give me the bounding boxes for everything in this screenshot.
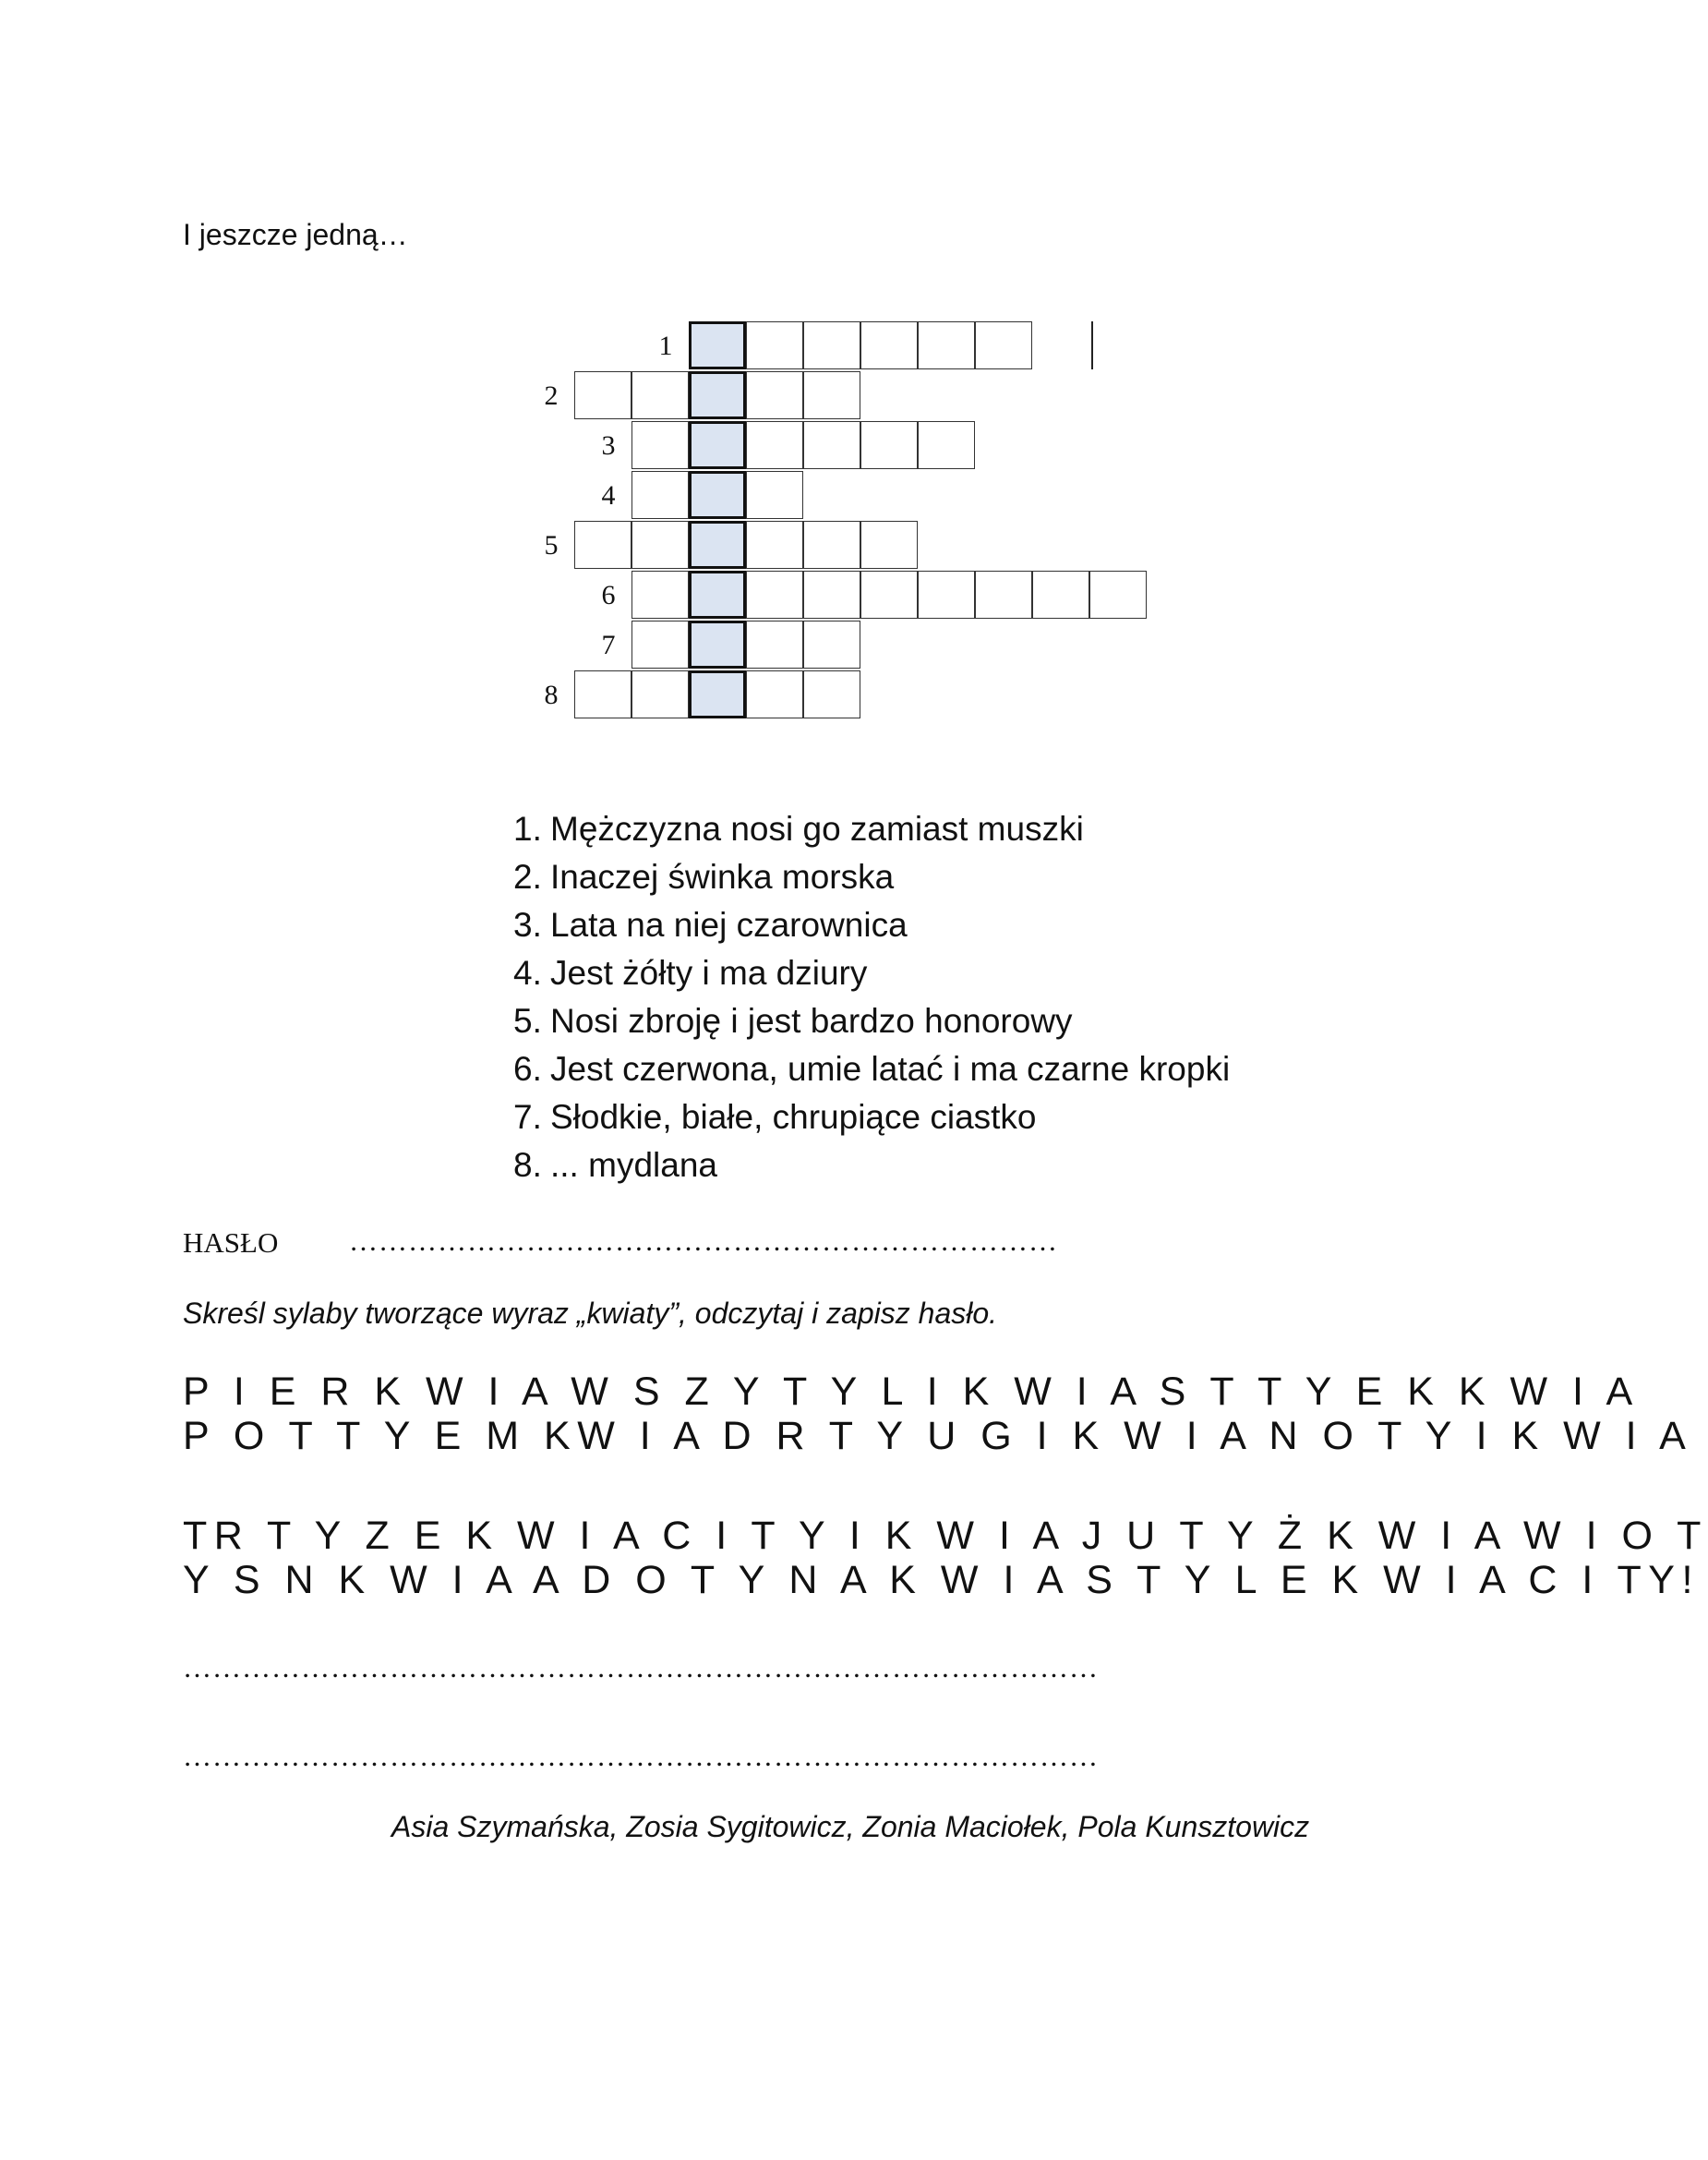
crossword-cell[interactable] [918, 321, 975, 369]
crossword-cell[interactable] [746, 421, 803, 469]
crossword-row-number: 6 [601, 580, 616, 610]
crossword-row-number: 7 [601, 630, 616, 660]
crossword-cell[interactable] [803, 321, 860, 369]
crossword-cell[interactable] [631, 621, 689, 669]
clue-item: 1. Mężczyzna nosi go zamiast muszki [513, 810, 1084, 848]
crossword-cell[interactable] [803, 371, 860, 419]
crossword-key-cell[interactable] [689, 321, 746, 369]
crossword-key-cell[interactable] [689, 371, 746, 419]
crossword-cell[interactable] [1089, 571, 1147, 619]
crossword-cell[interactable] [975, 321, 1032, 369]
clue-item: 2. Inaczej świnka morska [513, 858, 895, 896]
crossword-cell[interactable] [746, 571, 803, 619]
grid-mark [1091, 321, 1093, 369]
crossword-cell[interactable] [631, 471, 689, 519]
crossword-cell[interactable] [574, 521, 631, 569]
crossword-cell[interactable] [803, 421, 860, 469]
crossword-key-cell[interactable] [689, 521, 746, 569]
clue-item: 7. Słodkie, białe, chrupiące ciastko [513, 1098, 1037, 1136]
crossword-cell[interactable] [631, 371, 689, 419]
clue-item: 4. Jest żółty i ma dziury [513, 954, 868, 992]
puzzle-line: TR T Y Z E K W I A C I T Y I K W I A J U T Y Ż K W I A W I O T [183, 1514, 1708, 1558]
puzzle-line: P O T T Y E M KW I A D R T Y U G I K W I A N O T Y I K W I A [183, 1414, 1693, 1458]
crossword-cell[interactable] [803, 670, 860, 718]
crossword-cell[interactable] [746, 521, 803, 569]
crossword-cell[interactable] [746, 621, 803, 669]
crossword-cell[interactable] [803, 571, 860, 619]
crossword-cell[interactable] [803, 521, 860, 569]
clue-list [513, 805, 1230, 1189]
password-label: HASŁO [183, 1226, 279, 1259]
crossword-cell[interactable] [803, 621, 860, 669]
crossword-cell[interactable] [746, 670, 803, 718]
crossword-cell[interactable] [631, 521, 689, 569]
crossword-grid [0, 0, 1527, 739]
crossword-cell[interactable] [1032, 571, 1089, 619]
crossword-cell[interactable] [746, 471, 803, 519]
crossword-cell[interactable] [918, 571, 975, 619]
crossword-key-cell[interactable] [689, 421, 746, 469]
crossword-row-number: 4 [601, 480, 616, 511]
crossword-cell[interactable] [975, 571, 1032, 619]
crossword-row-number: 5 [544, 530, 559, 561]
crossword-cell[interactable] [860, 521, 918, 569]
crossword-cell[interactable] [746, 371, 803, 419]
crossword-key-cell[interactable] [689, 670, 746, 718]
puzzle-line: P I E R K W I A W S Z Y T Y L I K W I A S T T Y E K K W I A [183, 1370, 1640, 1414]
crossword-key-cell[interactable] [689, 471, 746, 519]
crossword-key-cell[interactable] [689, 621, 746, 669]
puzzle-line: Y S N K W I A A D O T Y N A K W I A S T Y L E K W I A C I TY! [183, 1558, 1700, 1602]
crossword-key-cell[interactable] [689, 571, 746, 619]
crossword-cell[interactable] [574, 371, 631, 419]
clue-item: 8. ... mydlana [513, 1146, 717, 1184]
crossword-cell[interactable] [574, 670, 631, 718]
password-answer-line[interactable]: ……………………………………………………………… [349, 1225, 1058, 1257]
crossword-cell[interactable] [860, 421, 918, 469]
answer-line[interactable]: ………………………………………………………………………………… [183, 1740, 1099, 1772]
crossword-row-number: 8 [544, 680, 559, 710]
crossword-cell[interactable] [860, 321, 918, 369]
clue-item: 6. Jest czerwona, umie latać i ma czarne kropki [513, 1050, 1231, 1088]
crossword-cell[interactable] [631, 571, 689, 619]
crossword-cell[interactable] [631, 421, 689, 469]
clue-item: 5. Nosi zbroję i jest bardzo honorowy [513, 1002, 1073, 1040]
crossword-cell[interactable] [746, 321, 803, 369]
crossword-row-number: 3 [601, 430, 616, 461]
clue-item: 3. Lata na niej czarownica [513, 906, 908, 944]
crossword-cell[interactable] [918, 421, 975, 469]
crossword-row-number: 1 [658, 331, 673, 361]
answer-line[interactable]: ………………………………………………………………………………… [183, 1651, 1099, 1683]
authors-credit: Asia Szymańska, Zosia Sygitowicz, Zonia Maciołek, Pola Kunsztowicz [391, 1810, 1310, 1843]
crossword-cell[interactable] [860, 571, 918, 619]
instruction-text: Skreśl sylaby tworzące wyraz „kwiaty”, odczytaj i zapisz hasło. [183, 1297, 998, 1330]
crossword-row-number: 2 [544, 380, 559, 411]
intro-text: I jeszcze jedną… [183, 218, 408, 251]
crossword-cell[interactable] [631, 670, 689, 718]
